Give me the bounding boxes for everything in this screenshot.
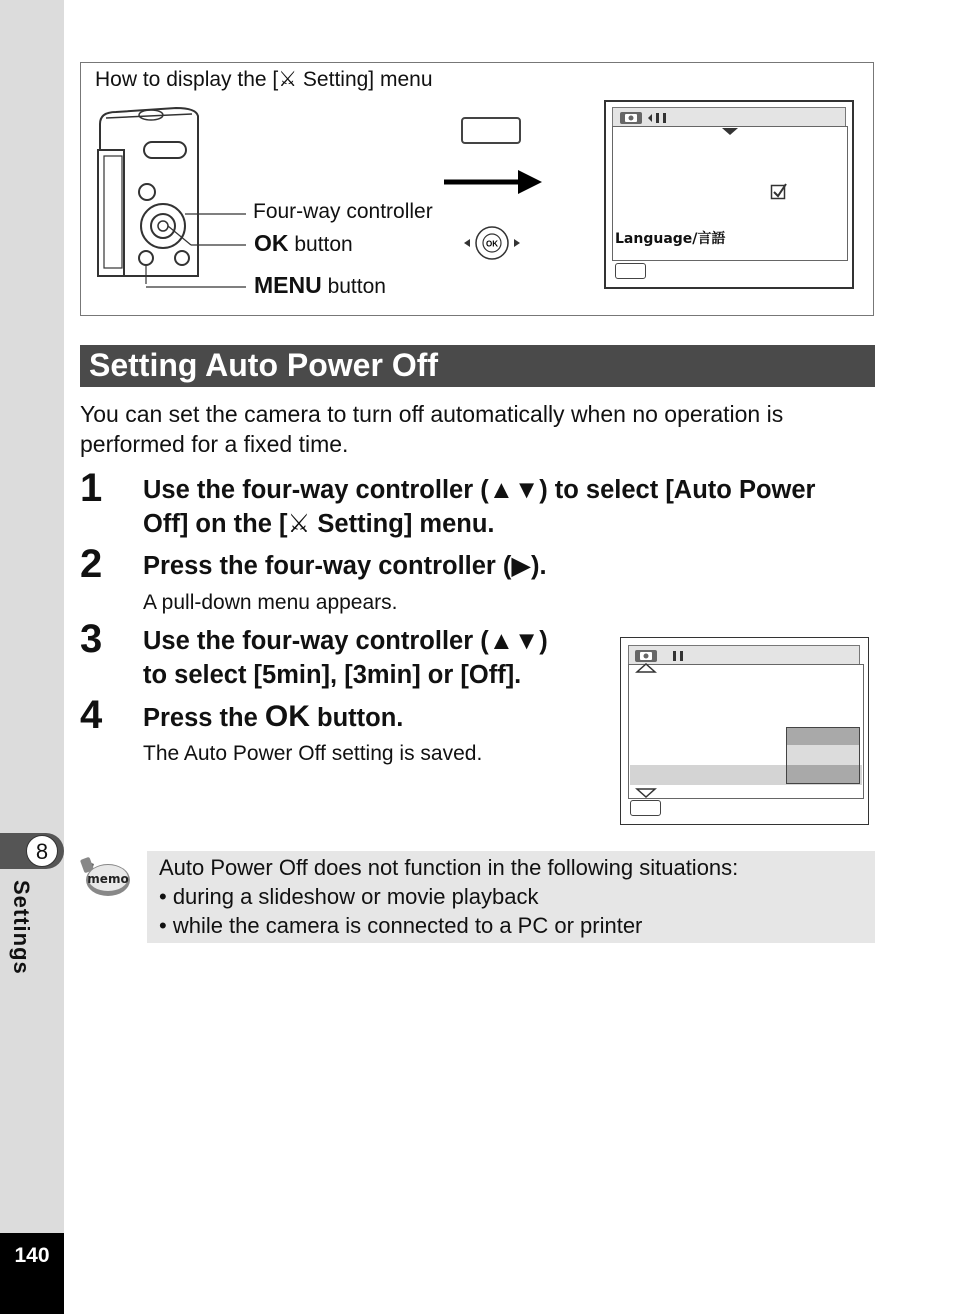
menu-button-suffix: button [321,275,386,298]
intro-text: You can set the camera to turn off automatically when no operation is performed for a fixed time. [80,401,784,457]
menu-button-label [254,272,386,299]
lcd-tab-icons [618,110,678,126]
memo-icon-text: memo [87,872,129,886]
step-2-note: A pull-down menu appears. [143,591,398,614]
step-3-number: 3 [80,617,103,661]
scroll-down-icon [635,787,659,799]
ok-button-suffix: button [288,233,353,256]
lcd-language-item: Language/言語 [615,231,726,247]
memo-line: Auto Power Off does not function in the following situations: [159,855,739,880]
section-title: Setting Auto Power Off [89,347,439,383]
step-3-line1: Use the four-way controller (▲▼) [143,627,548,655]
howto-title: How to display the [⚔ Setting] menu [95,68,433,91]
checkbox-icon [770,182,788,200]
step-4-text-b: button. [309,704,404,732]
ok-button-label [254,230,353,257]
step-1-number: 1 [80,466,103,510]
menu-pointer-line [144,280,248,292]
step-4-line1 [143,700,403,735]
lcd-pulldown-highlight [787,745,859,765]
arrow-right-icon [444,168,544,196]
memo-icon [80,856,132,900]
four-way-controller-label: Four-way controller [253,200,433,223]
step-2-number: 2 [80,542,103,586]
memo-bullet: • during a slideshow or movie playback [159,884,539,909]
sidebar [0,0,64,1314]
ok-key-text: OK [264,700,310,733]
lcd-menu-key [615,263,646,279]
step-4-text-a: Press the [143,704,265,732]
step-3-line2: to select [5min], [3min] or [Off]. [143,661,522,689]
camera-back-icon [96,104,251,284]
chapter-label: Settings [9,880,34,975]
step-1-line1: Use the four-way controller (▲▼) to select [Auto Power [143,476,816,504]
memo-bullet: • while the camera is connected to a PC or printer [159,913,643,938]
svg-text:OK: OK [486,239,498,249]
step-4-number: 4 [80,693,103,737]
menu-key-icon [461,117,521,144]
step-2-line1: Press the four-way controller (▶). [143,552,547,580]
four-way-controller-icon [462,222,522,264]
menu-key-text: MENU [254,272,322,298]
ok-key-text: OK [254,230,289,256]
page-number: 140 [14,1244,50,1267]
memo-text [159,853,738,940]
step-4-note: The Auto Power Off setting is saved. [143,742,483,765]
step-1-line2: Off] on the [⚔ Setting] menu. [143,510,495,538]
lcd-menu-key [630,800,661,816]
chapter-number: 8 [26,835,58,867]
lcd-down-marker [721,126,739,136]
scroll-up-icon [635,662,659,674]
